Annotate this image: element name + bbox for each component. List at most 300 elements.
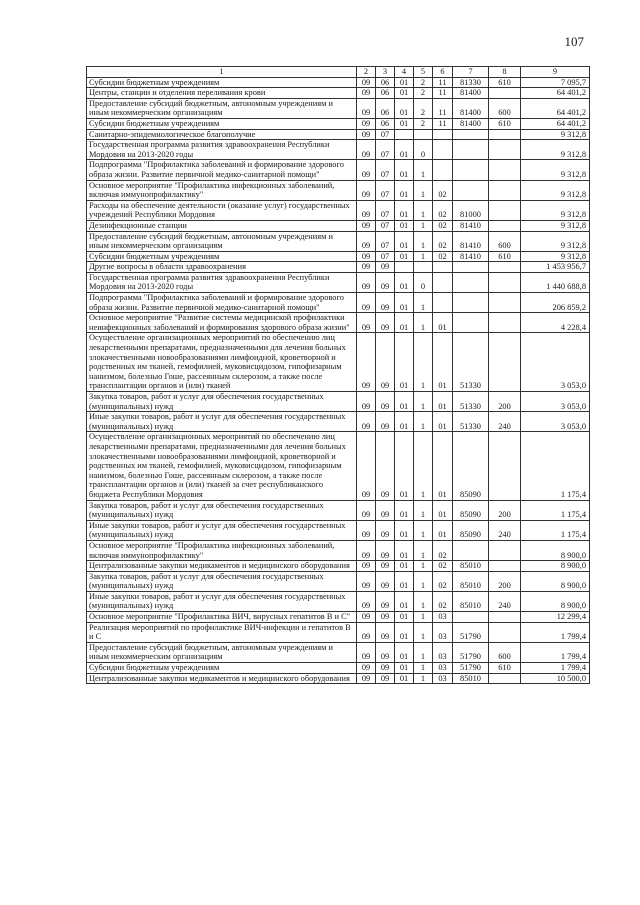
direction-code-cell — [453, 313, 489, 333]
column-header: 7 — [453, 67, 489, 78]
direction-code-cell: 51790 — [453, 663, 489, 674]
table-row — [87, 612, 590, 623]
subsection-code-cell: 09 — [376, 432, 395, 500]
direction-code-cell: 81400 — [453, 118, 489, 129]
program-code-cell: 01 — [395, 313, 414, 333]
activity-code-cell: 02 — [433, 591, 453, 611]
subsection-code-cell: 07 — [376, 140, 395, 160]
amount-cell: 9 312,8 — [521, 251, 590, 262]
activity-code-cell: 02 — [433, 220, 453, 231]
program-code-cell: 01 — [395, 98, 414, 118]
subprogram-code-cell: 1 — [414, 520, 433, 540]
program-code-cell — [395, 262, 414, 273]
expense-type-code-cell — [489, 561, 521, 572]
table-row — [87, 118, 590, 129]
activity-code-cell: 03 — [433, 622, 453, 642]
subprogram-code-cell: 1 — [414, 220, 433, 231]
amount-cell: 8 900,0 — [521, 571, 590, 591]
expense-type-code-cell: 600 — [489, 98, 521, 118]
table-row — [87, 432, 590, 500]
amount-cell: 9 312,8 — [521, 160, 590, 180]
subsection-code-cell: 09 — [376, 500, 395, 520]
subprogram-code-cell: 1 — [414, 251, 433, 262]
expense-type-code-cell — [489, 200, 521, 220]
subprogram-code-cell: 1 — [414, 313, 433, 333]
activity-code-cell: 11 — [433, 118, 453, 129]
table-row — [87, 412, 590, 432]
section-code-cell: 09 — [357, 231, 376, 251]
direction-code-cell: 51330 — [453, 333, 489, 392]
program-code-cell: 01 — [395, 140, 414, 160]
subprogram-code-cell: 1 — [414, 392, 433, 412]
subprogram-code-cell: 1 — [414, 663, 433, 674]
program-code-cell: 01 — [395, 412, 414, 432]
direction-code-cell — [453, 180, 489, 200]
expense-type-code-cell — [489, 313, 521, 333]
subsection-code-cell: 06 — [376, 88, 395, 99]
row-name-cell: Основное мероприятие "Профилактика инфекционных заболеваний, включая иммунопрофилактику" — [87, 540, 357, 560]
activity-code-cell — [433, 160, 453, 180]
direction-code-cell: 85090 — [453, 520, 489, 540]
subsection-code-cell: 07 — [376, 220, 395, 231]
direction-code-cell — [453, 612, 489, 623]
activity-code-cell — [433, 129, 453, 140]
column-header: 1 — [87, 67, 357, 78]
expense-type-code-cell — [489, 293, 521, 313]
expense-type-code-cell — [489, 540, 521, 560]
row-name-cell: Предоставление субсидий бюджетным, автономным учреждениям и иным некоммерческим организациям — [87, 231, 357, 251]
program-code-cell: 01 — [395, 160, 414, 180]
program-code-cell: 01 — [395, 231, 414, 251]
program-code-cell: 01 — [395, 333, 414, 392]
subprogram-code-cell: 1 — [414, 231, 433, 251]
row-name-cell: Основное мероприятие "Профилактика инфекционных заболеваний, включая иммунопрофилактику" — [87, 180, 357, 200]
activity-code-cell: 03 — [433, 663, 453, 674]
expense-type-code-cell: 610 — [489, 251, 521, 262]
subprogram-code-cell: 2 — [414, 77, 433, 88]
program-code-cell: 01 — [395, 642, 414, 662]
amount-cell: 3 053,0 — [521, 412, 590, 432]
program-code-cell: 01 — [395, 77, 414, 88]
row-name-cell: Другие вопросы в области здравоохранения — [87, 262, 357, 273]
amount-cell: 10 500,0 — [521, 673, 590, 684]
table-row — [87, 561, 590, 572]
activity-code-cell: 02 — [433, 231, 453, 251]
column-header: 6 — [433, 67, 453, 78]
subprogram-code-cell: 1 — [414, 591, 433, 611]
row-name-cell: Иные закупки товаров, работ и услуг для обеспечения государственных (муниципальных) нужд — [87, 520, 357, 540]
activity-code-cell: 02 — [433, 251, 453, 262]
subprogram-code-cell — [414, 262, 433, 273]
activity-code-cell: 11 — [433, 77, 453, 88]
activity-code-cell: 11 — [433, 98, 453, 118]
program-code-cell: 01 — [395, 180, 414, 200]
program-code-cell: 01 — [395, 251, 414, 262]
subsection-code-cell: 09 — [376, 520, 395, 540]
subsection-code-cell: 06 — [376, 98, 395, 118]
row-name-cell: Централизованные закупки медикаментов и медицинского оборудования — [87, 561, 357, 572]
activity-code-cell: 11 — [433, 88, 453, 99]
program-code-cell: 01 — [395, 571, 414, 591]
table-row — [87, 313, 590, 333]
budget-table — [86, 66, 590, 684]
direction-code-cell: 51330 — [453, 392, 489, 412]
expense-type-code-cell: 200 — [489, 392, 521, 412]
subsection-code-cell: 07 — [376, 251, 395, 262]
subprogram-code-cell: 2 — [414, 88, 433, 99]
program-code-cell: 01 — [395, 591, 414, 611]
row-name-cell: Закупка товаров, работ и услуг для обеспечения государственных (муниципальных) нужд — [87, 571, 357, 591]
row-name-cell: Субсидии бюджетным учреждениям — [87, 118, 357, 129]
expense-type-code-cell — [489, 160, 521, 180]
section-code-cell: 09 — [357, 220, 376, 231]
table-row — [87, 88, 590, 99]
row-name-cell: Государственная программа развития здравоохранения Республики Мордовия на 2013-2020 годы — [87, 272, 357, 292]
section-code-cell: 09 — [357, 500, 376, 520]
section-code-cell: 09 — [357, 612, 376, 623]
subsection-code-cell: 07 — [376, 129, 395, 140]
amount-cell: 4 228,4 — [521, 313, 590, 333]
activity-code-cell: 01 — [433, 392, 453, 412]
subprogram-code-cell: 1 — [414, 673, 433, 684]
program-code-cell: 01 — [395, 500, 414, 520]
program-code-cell: 01 — [395, 432, 414, 500]
activity-code-cell: 01 — [433, 500, 453, 520]
column-header: 8 — [489, 67, 521, 78]
section-code-cell: 09 — [357, 520, 376, 540]
row-name-cell: Центры, станции и отделения переливания крови — [87, 88, 357, 99]
section-code-cell: 09 — [357, 272, 376, 292]
direction-code-cell — [453, 272, 489, 292]
amount-cell: 9 312,8 — [521, 140, 590, 160]
table-row — [87, 77, 590, 88]
section-code-cell: 09 — [357, 160, 376, 180]
program-code-cell: 01 — [395, 88, 414, 99]
row-name-cell: Закупка товаров, работ и услуг для обеспечения государственных (муниципальных) нужд — [87, 392, 357, 412]
activity-code-cell: 02 — [433, 200, 453, 220]
subprogram-code-cell: 2 — [414, 98, 433, 118]
row-name-cell: Расходы на обеспечение деятельности (оказание услуг) государственных учреждений Республики Мордовия — [87, 200, 357, 220]
program-code-cell: 01 — [395, 540, 414, 560]
expense-type-code-cell — [489, 220, 521, 231]
amount-cell: 1 440 688,8 — [521, 272, 590, 292]
amount-cell: 1 175,4 — [521, 432, 590, 500]
expense-type-code-cell: 240 — [489, 520, 521, 540]
direction-code-cell: 81410 — [453, 231, 489, 251]
row-name-cell: Осуществление организационных мероприятий по обеспечению лиц лекарственными препаратами, предназначенными для лечения больных злокачественными новообразованиями лимфоидной, кроветворной и родственных им тканей, гемофилией, муковисцидозом, гипофизарным нанизмом, болезнью Гоше, рассеянным склерозом, а также после трансплантации органов и (или) тканей — [87, 333, 357, 392]
program-code-cell: 01 — [395, 520, 414, 540]
section-code-cell: 09 — [357, 392, 376, 412]
table-row — [87, 591, 590, 611]
section-code-cell: 09 — [357, 293, 376, 313]
subsection-code-cell: 09 — [376, 392, 395, 412]
subprogram-code-cell: 1 — [414, 293, 433, 313]
subprogram-code-cell: 1 — [414, 333, 433, 392]
subsection-code-cell: 07 — [376, 231, 395, 251]
activity-code-cell: 02 — [433, 571, 453, 591]
program-code-cell: 01 — [395, 220, 414, 231]
direction-code-cell: 81330 — [453, 77, 489, 88]
amount-cell: 64 401,2 — [521, 98, 590, 118]
amount-cell: 64 401,2 — [521, 118, 590, 129]
subsection-code-cell: 09 — [376, 272, 395, 292]
expense-type-code-cell — [489, 333, 521, 392]
amount-cell: 7 095,7 — [521, 77, 590, 88]
direction-code-cell: 85010 — [453, 673, 489, 684]
column-header: 4 — [395, 67, 414, 78]
direction-code-cell: 51790 — [453, 622, 489, 642]
subprogram-code-cell: 0 — [414, 272, 433, 292]
subsection-code-cell: 06 — [376, 77, 395, 88]
subprogram-code-cell: 1 — [414, 160, 433, 180]
section-code-cell: 09 — [357, 642, 376, 662]
activity-code-cell: 01 — [433, 333, 453, 392]
row-name-cell: Иные закупки товаров, работ и услуг для обеспечения государственных (муниципальных) нужд — [87, 591, 357, 611]
activity-code-cell: 01 — [433, 520, 453, 540]
subsection-code-cell: 09 — [376, 622, 395, 642]
subsection-code-cell: 09 — [376, 313, 395, 333]
row-name-cell: Иные закупки товаров, работ и услуг для обеспечения государственных (муниципальных) нужд — [87, 412, 357, 432]
activity-code-cell — [433, 272, 453, 292]
subprogram-code-cell: 1 — [414, 180, 433, 200]
subsection-code-cell: 09 — [376, 673, 395, 684]
section-code-cell: 09 — [357, 262, 376, 273]
subsection-code-cell: 07 — [376, 200, 395, 220]
direction-code-cell: 81400 — [453, 98, 489, 118]
activity-code-cell — [433, 293, 453, 313]
section-code-cell: 09 — [357, 673, 376, 684]
amount-cell: 3 053,0 — [521, 333, 590, 392]
amount-cell: 12 299,4 — [521, 612, 590, 623]
row-name-cell: Государственная программа развития здравоохранения Республики Мордовия на 2013-2020 годы — [87, 140, 357, 160]
program-code-cell: 01 — [395, 612, 414, 623]
section-code-cell: 09 — [357, 129, 376, 140]
program-code-cell: 01 — [395, 118, 414, 129]
section-code-cell: 09 — [357, 663, 376, 674]
amount-cell: 1 175,4 — [521, 500, 590, 520]
subsection-code-cell: 06 — [376, 118, 395, 129]
subprogram-code-cell: 1 — [414, 412, 433, 432]
direction-code-cell: 85010 — [453, 591, 489, 611]
amount-cell: 64 401,2 — [521, 88, 590, 99]
expense-type-code-cell — [489, 180, 521, 200]
direction-code-cell: 81410 — [453, 220, 489, 231]
section-code-cell: 09 — [357, 561, 376, 572]
activity-code-cell: 02 — [433, 540, 453, 560]
table-header-row — [87, 67, 590, 78]
subprogram-code-cell: 1 — [414, 200, 433, 220]
direction-code-cell — [453, 540, 489, 560]
direction-code-cell — [453, 140, 489, 160]
subsection-code-cell: 09 — [376, 642, 395, 662]
expense-type-code-cell: 600 — [489, 231, 521, 251]
subprogram-code-cell: 1 — [414, 432, 433, 500]
subprogram-code-cell: 2 — [414, 118, 433, 129]
row-name-cell: Осуществление организационных мероприятий по обеспечению лиц лекарственными препаратами, предназначенными для лечения больных злокачественными новообразованиями лимфоидной, кроветворной и родственных им тканей, гемофилией, муковисцидозом, гипофизарным нанизмом, болезнью Гоше, рассеянным склерозом, а также после трансплантации органов и (или) тканей за счет республиканского бюджета Республики Мордовия — [87, 432, 357, 500]
table-row — [87, 520, 590, 540]
program-code-cell: 01 — [395, 663, 414, 674]
activity-code-cell: 01 — [433, 432, 453, 500]
table-row — [87, 500, 590, 520]
subprogram-code-cell: 1 — [414, 642, 433, 662]
direction-code-cell: 51330 — [453, 412, 489, 432]
column-header: 2 — [357, 67, 376, 78]
amount-cell: 1 799,4 — [521, 642, 590, 662]
activity-code-cell: 01 — [433, 313, 453, 333]
section-code-cell: 09 — [357, 333, 376, 392]
amount-cell: 9 312,8 — [521, 220, 590, 231]
table-row — [87, 160, 590, 180]
activity-code-cell: 01 — [433, 412, 453, 432]
subprogram-code-cell: 1 — [414, 612, 433, 623]
section-code-cell: 09 — [357, 251, 376, 262]
subsection-code-cell: 07 — [376, 160, 395, 180]
direction-code-cell: 85090 — [453, 432, 489, 500]
expense-type-code-cell: 610 — [489, 118, 521, 129]
column-header: 3 — [376, 67, 395, 78]
direction-code-cell: 81400 — [453, 88, 489, 99]
table-row — [87, 140, 590, 160]
table-row — [87, 663, 590, 674]
program-code-cell: 01 — [395, 392, 414, 412]
table-row — [87, 200, 590, 220]
activity-code-cell — [433, 262, 453, 273]
subsection-code-cell: 09 — [376, 591, 395, 611]
amount-cell: 3 053,0 — [521, 392, 590, 412]
amount-cell: 8 900,0 — [521, 561, 590, 572]
table-row — [87, 642, 590, 662]
section-code-cell: 09 — [357, 412, 376, 432]
table-row — [87, 333, 590, 392]
program-code-cell — [395, 129, 414, 140]
section-code-cell: 09 — [357, 140, 376, 160]
program-code-cell: 01 — [395, 561, 414, 572]
subprogram-code-cell — [414, 129, 433, 140]
expense-type-code-cell — [489, 622, 521, 642]
expense-type-code-cell — [489, 88, 521, 99]
direction-code-cell: 85090 — [453, 500, 489, 520]
amount-cell: 9 312,8 — [521, 231, 590, 251]
subsection-code-cell: 09 — [376, 262, 395, 273]
activity-code-cell: 03 — [433, 612, 453, 623]
direction-code-cell: 85010 — [453, 561, 489, 572]
subsection-code-cell: 09 — [376, 293, 395, 313]
program-code-cell: 01 — [395, 622, 414, 642]
row-name-cell: Реализация мероприятий по профилактике ВИЧ-инфекции и гепатитов В и С — [87, 622, 357, 642]
expense-type-code-cell: 240 — [489, 412, 521, 432]
table-row — [87, 673, 590, 684]
expense-type-code-cell — [489, 673, 521, 684]
section-code-cell: 09 — [357, 88, 376, 99]
subprogram-code-cell: 1 — [414, 540, 433, 560]
row-name-cell: Субсидии бюджетным учреждениям — [87, 251, 357, 262]
section-code-cell: 09 — [357, 571, 376, 591]
amount-cell: 1 799,4 — [521, 622, 590, 642]
row-name-cell: Предоставление субсидий бюджетным, автономным учреждениям и иным некоммерческим организациям — [87, 642, 357, 662]
row-name-cell: Санитарно-эпидемиологическое благополучие — [87, 129, 357, 140]
activity-code-cell: 02 — [433, 180, 453, 200]
subprogram-code-cell: 1 — [414, 500, 433, 520]
subprogram-code-cell: 1 — [414, 571, 433, 591]
table-row — [87, 622, 590, 642]
section-code-cell: 09 — [357, 313, 376, 333]
row-name-cell: Дезинфекционные станции — [87, 220, 357, 231]
subsection-code-cell: 09 — [376, 663, 395, 674]
amount-cell: 9 312,8 — [521, 200, 590, 220]
subsection-code-cell: 09 — [376, 571, 395, 591]
direction-code-cell — [453, 160, 489, 180]
row-name-cell: Подпрограмма "Профилактика заболеваний и формирование здорового образа жизни. Развитие первичной медико-санитарной помощи" — [87, 160, 357, 180]
expense-type-code-cell: 600 — [489, 642, 521, 662]
expense-type-code-cell: 610 — [489, 77, 521, 88]
direction-code-cell: 51790 — [453, 642, 489, 662]
program-code-cell: 01 — [395, 293, 414, 313]
subsection-code-cell: 09 — [376, 333, 395, 392]
direction-code-cell: 81410 — [453, 251, 489, 262]
direction-code-cell: 81000 — [453, 200, 489, 220]
table-row — [87, 392, 590, 412]
amount-cell: 8 900,0 — [521, 540, 590, 560]
section-code-cell: 09 — [357, 540, 376, 560]
column-header: 5 — [414, 67, 433, 78]
table-row — [87, 272, 590, 292]
column-header: 9 — [521, 67, 590, 78]
page-number: 107 — [564, 34, 584, 49]
amount-cell: 206 859,2 — [521, 293, 590, 313]
amount-cell: 9 312,8 — [521, 129, 590, 140]
expense-type-code-cell: 200 — [489, 500, 521, 520]
section-code-cell: 09 — [357, 591, 376, 611]
section-code-cell: 09 — [357, 622, 376, 642]
row-name-cell: Основное мероприятие "Развитие системы медицинской профилактики неинфекционных заболеваний и формирования здорового образа жизни" — [87, 313, 357, 333]
amount-cell: 9 312,8 — [521, 180, 590, 200]
direction-code-cell — [453, 262, 489, 273]
table-row — [87, 262, 590, 273]
subprogram-code-cell: 1 — [414, 561, 433, 572]
direction-code-cell — [453, 129, 489, 140]
expense-type-code-cell: 610 — [489, 663, 521, 674]
subsection-code-cell: 09 — [376, 540, 395, 560]
table-row — [87, 98, 590, 118]
row-name-cell: Субсидии бюджетным учреждениям — [87, 663, 357, 674]
expense-type-code-cell: 200 — [489, 571, 521, 591]
section-code-cell: 09 — [357, 77, 376, 88]
activity-code-cell: 03 — [433, 673, 453, 684]
section-code-cell: 09 — [357, 180, 376, 200]
expense-type-code-cell — [489, 272, 521, 292]
section-code-cell: 09 — [357, 432, 376, 500]
section-code-cell: 09 — [357, 200, 376, 220]
table-row — [87, 231, 590, 251]
subsection-code-cell: 07 — [376, 180, 395, 200]
amount-cell: 1 175,4 — [521, 520, 590, 540]
row-name-cell: Предоставление субсидий бюджетным, автономным учреждениям и иным некоммерческим организациям — [87, 98, 357, 118]
subsection-code-cell: 09 — [376, 612, 395, 623]
subsection-code-cell: 09 — [376, 561, 395, 572]
activity-code-cell — [433, 140, 453, 160]
row-name-cell: Основное мероприятие "Профилактика ВИЧ, вирусных гепатитов В и С" — [87, 612, 357, 623]
activity-code-cell: 03 — [433, 642, 453, 662]
expense-type-code-cell — [489, 140, 521, 160]
table-row — [87, 540, 590, 560]
subprogram-code-cell: 1 — [414, 622, 433, 642]
expense-type-code-cell — [489, 129, 521, 140]
expense-type-code-cell — [489, 612, 521, 623]
program-code-cell: 01 — [395, 200, 414, 220]
section-code-cell: 09 — [357, 118, 376, 129]
expense-type-code-cell — [489, 432, 521, 500]
table-row — [87, 251, 590, 262]
